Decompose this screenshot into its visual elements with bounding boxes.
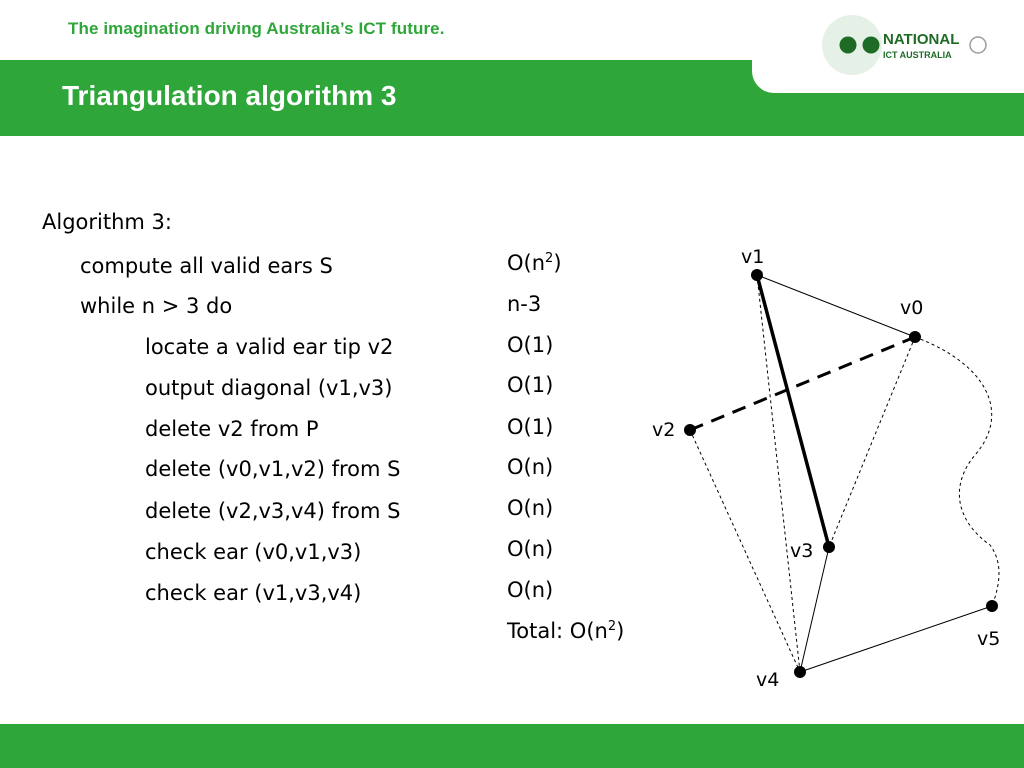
algorithm-line: delete v2 from P [145, 417, 319, 441]
chain-v0-v5 [915, 337, 999, 606]
algorithm-line: check ear (v1,v3,v4) [145, 581, 362, 605]
vertex-v0 [909, 331, 921, 343]
logo-line-2: ICT AUSTRALIA [883, 50, 952, 60]
vertex-v5 [986, 600, 998, 612]
algorithm-line: locate a valid ear tip v2 [145, 335, 394, 359]
vertex-v2 [684, 424, 696, 436]
diagonal-v1-v3 [757, 275, 829, 547]
algorithm-line: check ear (v0,v1,v3) [145, 540, 362, 564]
algorithm-line: delete (v2,v3,v4) from S [145, 499, 401, 523]
algorithm-line: output diagonal (v1,v3) [145, 376, 393, 400]
slide-title: Triangulation algorithm 3 [62, 80, 397, 111]
cost-line: O(n) [507, 537, 554, 561]
label-v2: v2 [652, 419, 676, 441]
edge-v3-v4 [800, 547, 829, 672]
label-v3: v3 [790, 540, 814, 562]
algorithm-line: while n > 3 do [80, 294, 233, 318]
logo-line-1: NATIONAL [883, 31, 960, 48]
cost-line: O(1) [507, 373, 554, 397]
algorithm-heading: Algorithm 3: [42, 210, 172, 234]
edge-v1-v0 [757, 275, 915, 337]
edge-v4-v5 [800, 606, 992, 672]
vertex-v3 [823, 541, 835, 553]
cost-line: $O(n^2)$ [507, 251, 562, 275]
label-v5: v5 [977, 628, 1001, 650]
label-v4: v4 [756, 669, 780, 691]
algorithm-line: compute all valid ears S [80, 254, 333, 278]
vertex-v4 [794, 666, 806, 678]
cost-line: O(n) [507, 496, 554, 520]
cost-line: O(1) [507, 333, 554, 357]
footer-band [0, 724, 1024, 768]
cost-line-total: Total: $O(n^2)$ [507, 619, 625, 643]
label-v1: v1 [741, 246, 765, 268]
cost-line: O(n) [507, 578, 554, 602]
cost-line: n-3 [507, 292, 542, 316]
cost-line: O(1) [507, 415, 554, 439]
dotted-v1-v4 [757, 275, 800, 672]
cost-line: O(n) [507, 455, 554, 479]
tagline: The imagination driving Australia’s ICT future. [68, 19, 445, 38]
dashed-v2-v0 [690, 337, 915, 430]
algorithm-line: delete (v0,v1,v2) from S [145, 457, 401, 481]
label-v0: v0 [900, 297, 924, 319]
vertex-v1 [751, 269, 763, 281]
dotted-v2-v4 [690, 430, 800, 672]
